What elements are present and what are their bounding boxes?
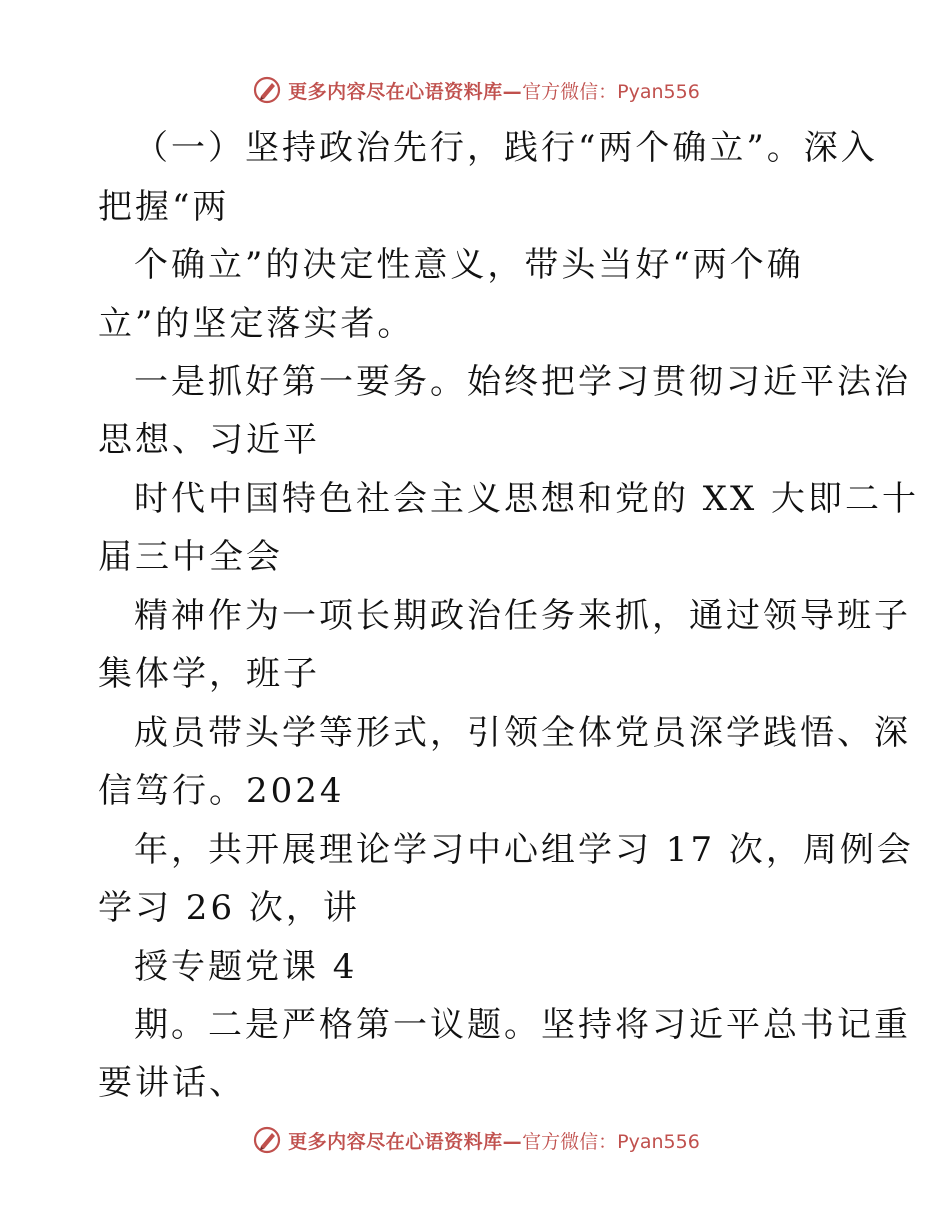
text-line: 成员带头学等形式，引领全体党员深学践悟、深	[134, 713, 911, 753]
text-line: 期。二是严格第一议题。坚持将习近平总书记重	[134, 1005, 911, 1045]
text-line: 要讲话、	[98, 1063, 246, 1103]
text-line: 时代中国特色社会主义思想和党的 XX 大即二十	[134, 479, 920, 519]
text-line: 学习 26 次，讲	[98, 888, 360, 928]
text-line: （一）坚持政治先行，践行“两个确立”。深入	[134, 128, 878, 168]
text-line: 个确立”的决定性意义，带头当好“两个确	[134, 245, 804, 285]
text-line: 授专题党课 4	[134, 947, 358, 987]
text-line: 集体学，班子	[98, 654, 320, 694]
text-line: 一是抓好第一要务。始终把学习贯彻习近平法治	[134, 362, 911, 402]
pen-logo-icon	[252, 1125, 282, 1155]
text-line: 立”的坚定落实者。	[98, 304, 415, 344]
text-line: 精神作为一项长期政治任务来抓，通过领导班子	[134, 596, 911, 636]
watermark-contact: 官方微信：Pyan556	[522, 80, 700, 103]
header-watermark	[0, 70, 950, 110]
pen-logo-icon	[252, 75, 282, 105]
text-line: 届三中全会	[98, 537, 283, 577]
text-line: 年，共开展理论学习中心组学习 17 次，周例会	[134, 830, 914, 870]
footer-watermark	[0, 1120, 950, 1160]
text-line: 把握“两	[98, 187, 230, 227]
text-line: 思想、习近平	[98, 420, 320, 460]
watermark-contact: 官方微信：Pyan556	[522, 1130, 700, 1153]
watermark-text: 更多内容尽在心语资料库—	[288, 80, 523, 103]
text-line: 信笃行。2024	[98, 771, 345, 811]
watermark-text: 更多内容尽在心语资料库—	[288, 1130, 523, 1153]
